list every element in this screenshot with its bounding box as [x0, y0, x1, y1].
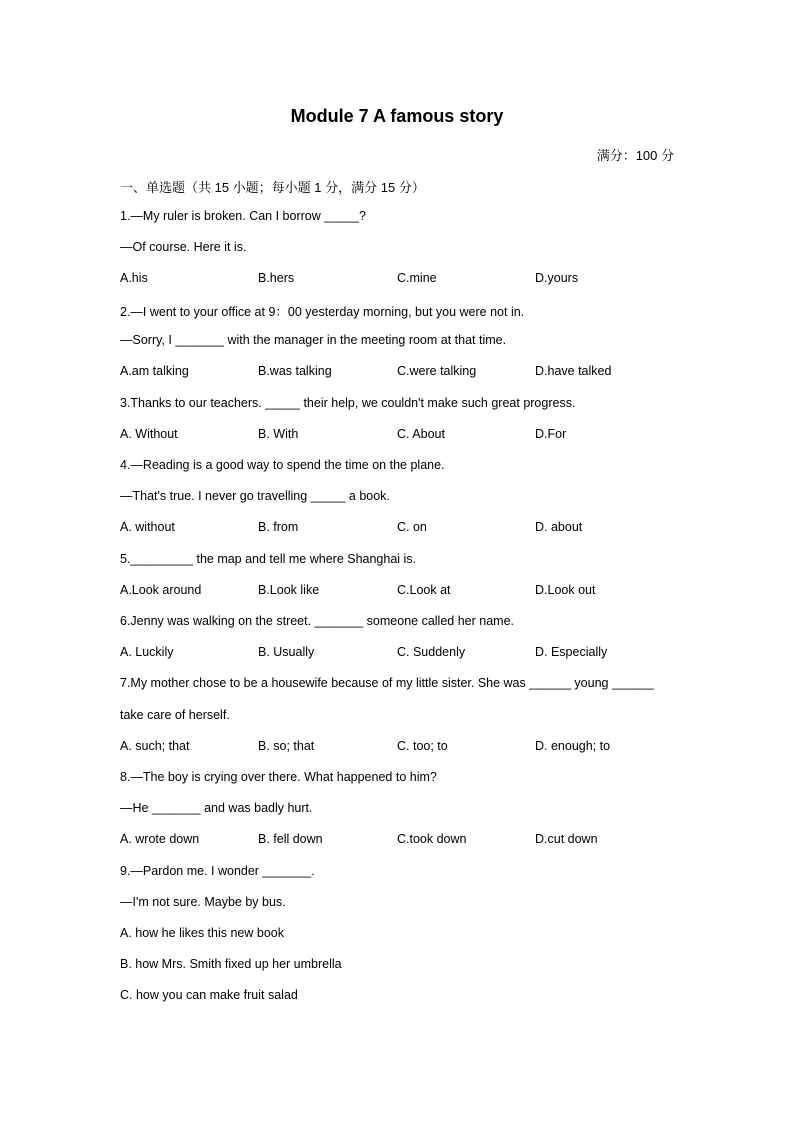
question-1-reply: —Of course. Here it is. — [120, 240, 247, 254]
option-c[interactable]: C.Look at — [397, 583, 451, 597]
question-3-stem: 3.Thanks to our teachers. _____ their help, we couldn't make such great progress. — [120, 396, 576, 410]
option-c[interactable]: C.were talking — [397, 364, 477, 378]
question-4-options — [120, 520, 680, 538]
question-2-reply: —Sorry, I _______ with the manager in the meeting room at that time. — [120, 333, 507, 347]
option-c[interactable]: C. on — [397, 520, 427, 534]
option-a[interactable]: A. Without — [120, 427, 178, 441]
question-5-options — [120, 583, 680, 601]
option-d[interactable]: D. Especially — [535, 645, 608, 659]
option-d[interactable]: D.Look out — [535, 583, 596, 597]
option-b[interactable]: B. fell down — [258, 832, 323, 846]
question-7-stem-continued: take care of herself. — [120, 708, 230, 722]
option-b[interactable]: B. so; that — [258, 739, 315, 753]
question-2-stem: 2.—I went to your office at 9：00 yesterday morning, but you were not in. — [120, 305, 525, 319]
option-b[interactable]: B.hers — [258, 271, 295, 285]
option-d[interactable]: D.yours — [535, 271, 579, 285]
question-4-stem: 4.—Reading is a good way to spend the time on the plane. — [120, 458, 445, 472]
option-c[interactable]: C.took down — [397, 832, 467, 846]
option-d[interactable]: D. about — [535, 520, 583, 534]
question-9-reply: —I'm not sure. Maybe by bus. — [120, 895, 286, 909]
question-9-option-c[interactable]: C. how you can make fruit salad — [120, 988, 298, 1002]
question-6-options — [120, 645, 680, 663]
option-d[interactable]: D.cut down — [535, 832, 598, 846]
option-d[interactable]: D.have talked — [535, 364, 612, 378]
option-d[interactable]: D.For — [535, 427, 567, 441]
option-b[interactable]: B. With — [258, 427, 299, 441]
option-a[interactable]: A. such; that — [120, 739, 190, 753]
section-heading: 一、单选题（共 15 小题；每小题 1 分，满分 15 分） — [120, 180, 425, 195]
option-c[interactable]: C.mine — [397, 271, 437, 285]
page-title: Module 7 A famous story — [290, 106, 504, 126]
question-7-options — [120, 739, 680, 757]
option-a[interactable]: A.Look around — [120, 583, 202, 597]
question-8-reply: —He _______ and was badly hurt. — [120, 801, 313, 815]
option-b[interactable]: B.was talking — [258, 364, 332, 378]
option-c[interactable]: C. Suddenly — [397, 645, 466, 659]
question-7-stem: 7.My mother chose to be a housewife because of my little sister. She was ______ young ______ — [120, 676, 654, 690]
question-6-stem: 6.Jenny was walking on the street. _______ someone called her name. — [120, 614, 514, 628]
question-3-options — [120, 427, 680, 445]
option-d[interactable]: D. enough; to — [535, 739, 611, 753]
question-8-stem: 8.—The boy is crying over there. What happened to him? — [120, 770, 437, 784]
question-9-option-a[interactable]: A. how he likes this new book — [120, 926, 284, 940]
option-b[interactable]: B. Usually — [258, 645, 315, 659]
question-1-options — [120, 271, 680, 289]
question-2-options — [120, 364, 680, 382]
option-a[interactable]: A. without — [120, 520, 175, 534]
option-c[interactable]: C. About — [397, 427, 445, 441]
option-a[interactable]: A. Luckily — [120, 645, 174, 659]
option-a[interactable]: A. wrote down — [120, 832, 200, 846]
question-9-option-b[interactable]: B. how Mrs. Smith fixed up her umbrella — [120, 957, 342, 971]
option-a[interactable]: A.am talking — [120, 364, 189, 378]
question-9-stem: 9.—Pardon me. I wonder _______. — [120, 864, 315, 878]
total-score: 满分：100 分 — [596, 148, 674, 163]
question-4-reply: —That's true. I never go travelling _____ a book. — [120, 489, 390, 503]
question-5-stem: 5._________ the map and tell me where Shanghai is. — [120, 552, 417, 566]
option-b[interactable]: B. from — [258, 520, 299, 534]
option-b[interactable]: B.Look like — [258, 583, 320, 597]
option-a[interactable]: A.his — [120, 271, 148, 285]
question-8-options — [120, 832, 680, 850]
option-c[interactable]: C. too; to — [397, 739, 448, 753]
question-1-stem: 1.—My ruler is broken. Can I borrow _____? — [120, 209, 366, 223]
